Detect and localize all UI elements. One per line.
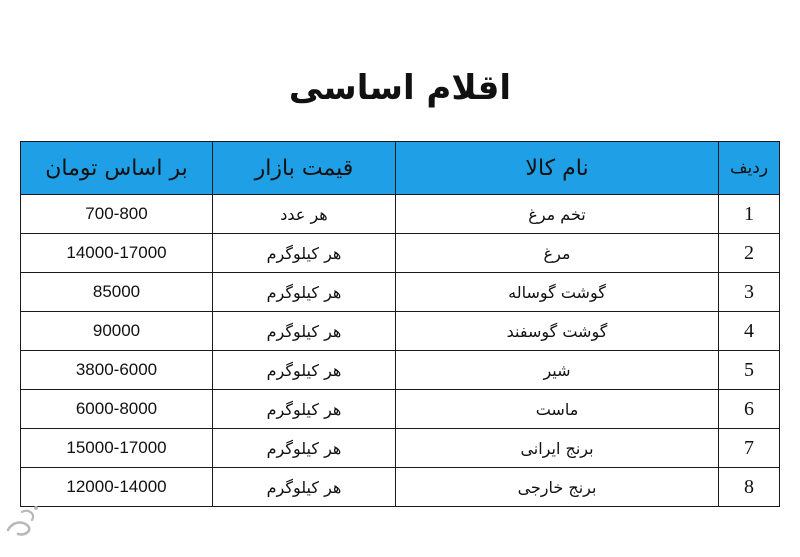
table-body [21, 195, 780, 507]
table-row [21, 468, 780, 507]
row-index-cell: 5 [719, 351, 780, 390]
table-row [21, 312, 780, 351]
unit-cell: هر کیلوگرم [213, 390, 396, 429]
price-cell: 6000-8000 [21, 390, 213, 429]
header-item-name: نام کالا [396, 142, 719, 195]
table-row [21, 351, 780, 390]
row-index-cell: 8 [719, 468, 780, 507]
row-index-cell: 4 [719, 312, 780, 351]
item-name-cell: مرغ [396, 234, 719, 273]
table-row [21, 234, 780, 273]
unit-cell: هر کیلوگرم [213, 312, 396, 351]
row-index-cell: 3 [719, 273, 780, 312]
watermark-curl [22, 511, 33, 520]
item-name-cell: گوشت گوسفند [396, 312, 719, 351]
price-cell: 12000-14000 [21, 468, 213, 507]
row-index-cell: 6 [719, 390, 780, 429]
row-index-cell: 1 [719, 195, 780, 234]
price-cell: 14000-17000 [21, 234, 213, 273]
price-cell: 3800-6000 [21, 351, 213, 390]
unit-cell: هر کیلوگرم [213, 234, 396, 273]
tasnim-logo-watermark [2, 500, 42, 540]
item-name-cell: گوشت گوساله [396, 273, 719, 312]
watermark-swirl [8, 523, 29, 535]
price-cell: 700-800 [21, 195, 213, 234]
table-row [21, 390, 780, 429]
price-cell: 90000 [21, 312, 213, 351]
row-index-cell: 2 [719, 234, 780, 273]
header-price-toman: بر اساس تومان [21, 142, 213, 195]
unit-cell: هر کیلوگرم [213, 273, 396, 312]
item-name-cell: تخم مرغ [396, 195, 719, 234]
price-cell: 15000-17000 [21, 429, 213, 468]
row-index-cell: 7 [719, 429, 780, 468]
item-name-cell: برنج خارجی [396, 468, 719, 507]
table-row [21, 273, 780, 312]
unit-cell: هر عدد [213, 195, 396, 234]
header-row-number: ردیف [719, 142, 780, 195]
table-header-row [21, 142, 780, 195]
item-name-cell: شیر [396, 351, 719, 390]
table-row [21, 429, 780, 468]
unit-cell: هر کیلوگرم [213, 351, 396, 390]
header-market-price: قیمت بازار [213, 142, 396, 195]
item-name-cell: ماست [396, 390, 719, 429]
unit-cell: هر کیلوگرم [213, 468, 396, 507]
price-table [20, 141, 780, 507]
page-title: اقلام اساسی [288, 68, 512, 108]
table-row [21, 195, 780, 234]
price-cell: 85000 [21, 273, 213, 312]
watermark-dot [34, 506, 38, 510]
item-name-cell: برنج ایرانی [396, 429, 719, 468]
unit-cell: هر کیلوگرم [213, 429, 396, 468]
